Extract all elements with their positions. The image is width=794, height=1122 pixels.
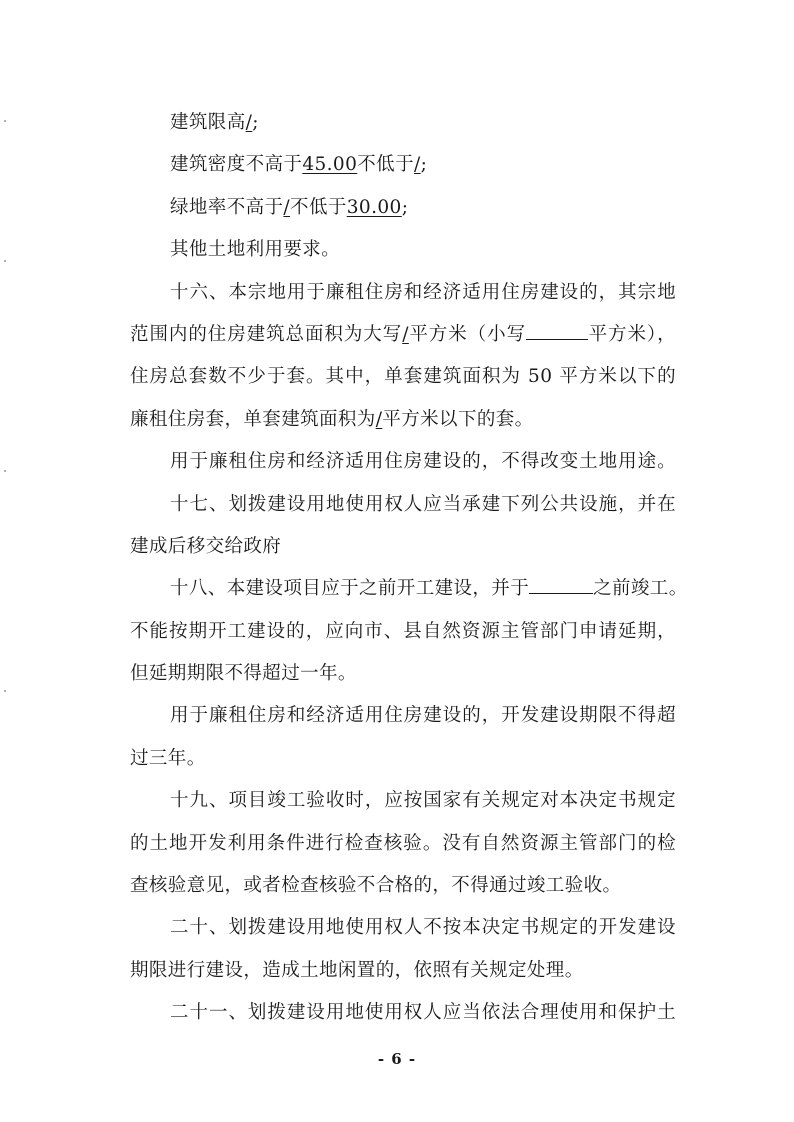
text-line: 用于廉租住房和经济适用住房建设的，不得改变土地用途。 [170,451,676,473]
text-line-green-ratio [130,187,676,229]
filled-value: / [402,323,409,345]
scan-edge-mark [4,260,6,262]
text-segment: 平方米）， [588,323,676,345]
filled-value: / [283,196,291,218]
scan-edge-mark [4,690,6,692]
text-segment: 平方米以下的套。 [382,408,534,430]
blank-field [526,323,588,340]
text-segment: 廉租住房套，单套建筑面积为 [130,408,376,430]
text-line: 住房总套数不少于套。其中，单套建筑面积为 50 平方米以下的 [130,366,676,388]
text-segment: 之前竣工。 [593,578,688,600]
text-line: 用于廉租住房和经济适用住房建设的，开发建设期限不得超 [170,705,676,727]
filled-value: / [413,154,421,176]
blank-field [529,577,593,594]
text-line: 期限进行建设，造成土地闲置的，依照有关规定处理。 [130,959,584,981]
text-segment: 建筑密度不高于 [170,154,303,176]
text-line-building-density [130,144,676,186]
scan-edge-mark [4,120,6,122]
filled-value: / [375,408,383,430]
text-line: 查核验意见，或者检查核验不合格的，不得通过竣工验收。 [130,875,622,897]
text-line-article-20: 二十、划拨建设用地使用权人不按本决定书规定的开发建设 [170,917,676,939]
text-line-article-19: 十九、项目竣工验收时，应按国家有关规定对本决定书规定 [170,790,676,812]
text-segment: 不低于 [357,154,414,176]
text-line [130,399,676,441]
text-segment: 十八、本建设项目应于之前开工建设，并于 [170,578,530,600]
text-segment: 范围内的住房建筑总面积为大写 [130,323,403,345]
text-segment: ; [401,196,409,218]
text-segment: 不低于 [290,196,347,218]
page-number: - 6 - [377,1050,417,1068]
filled-value: 45.00 [302,154,358,176]
text-line-building-height-limit [130,102,676,144]
text-line: 不能按期开工建设的，应向市、县自然资源主管部门申请延期， [130,620,676,642]
text-line-other-requirements: 其他土地利用要求。 [170,239,341,261]
text-line: 的土地开发利用条件进行检查核验。没有自然资源主管部门的检 [130,832,676,854]
text-line-article-18 [130,568,688,610]
text-line: 过三年。 [130,747,206,769]
scan-edge-mark [4,470,6,472]
text-line [130,314,676,356]
filled-value: 30.00 [346,196,402,218]
text-segment: 建筑限高 [170,112,246,133]
document-body [130,102,688,1035]
text-line-article-21: 二十一、划拨建设用地使用权人应当依法合理使用和保护土 [170,1002,676,1024]
text-segment: ; [252,112,259,133]
filled-value: / [245,112,253,133]
text-segment: 绿地率不高于 [170,196,284,218]
text-segment: 平方米（小写 [408,323,527,345]
text-line: 但延期期限不得超过一年。 [130,663,357,685]
text-line-article-16: 十六、本宗地用于廉租住房和经济适用住房建设的，其宗地 [170,281,676,303]
text-line-article-17: 十七、划拨建设用地使用权人应当承建下列公共设施，并在 [170,493,676,515]
text-segment: ; [420,154,428,176]
text-line: 建成后移交给政府 [130,535,282,557]
